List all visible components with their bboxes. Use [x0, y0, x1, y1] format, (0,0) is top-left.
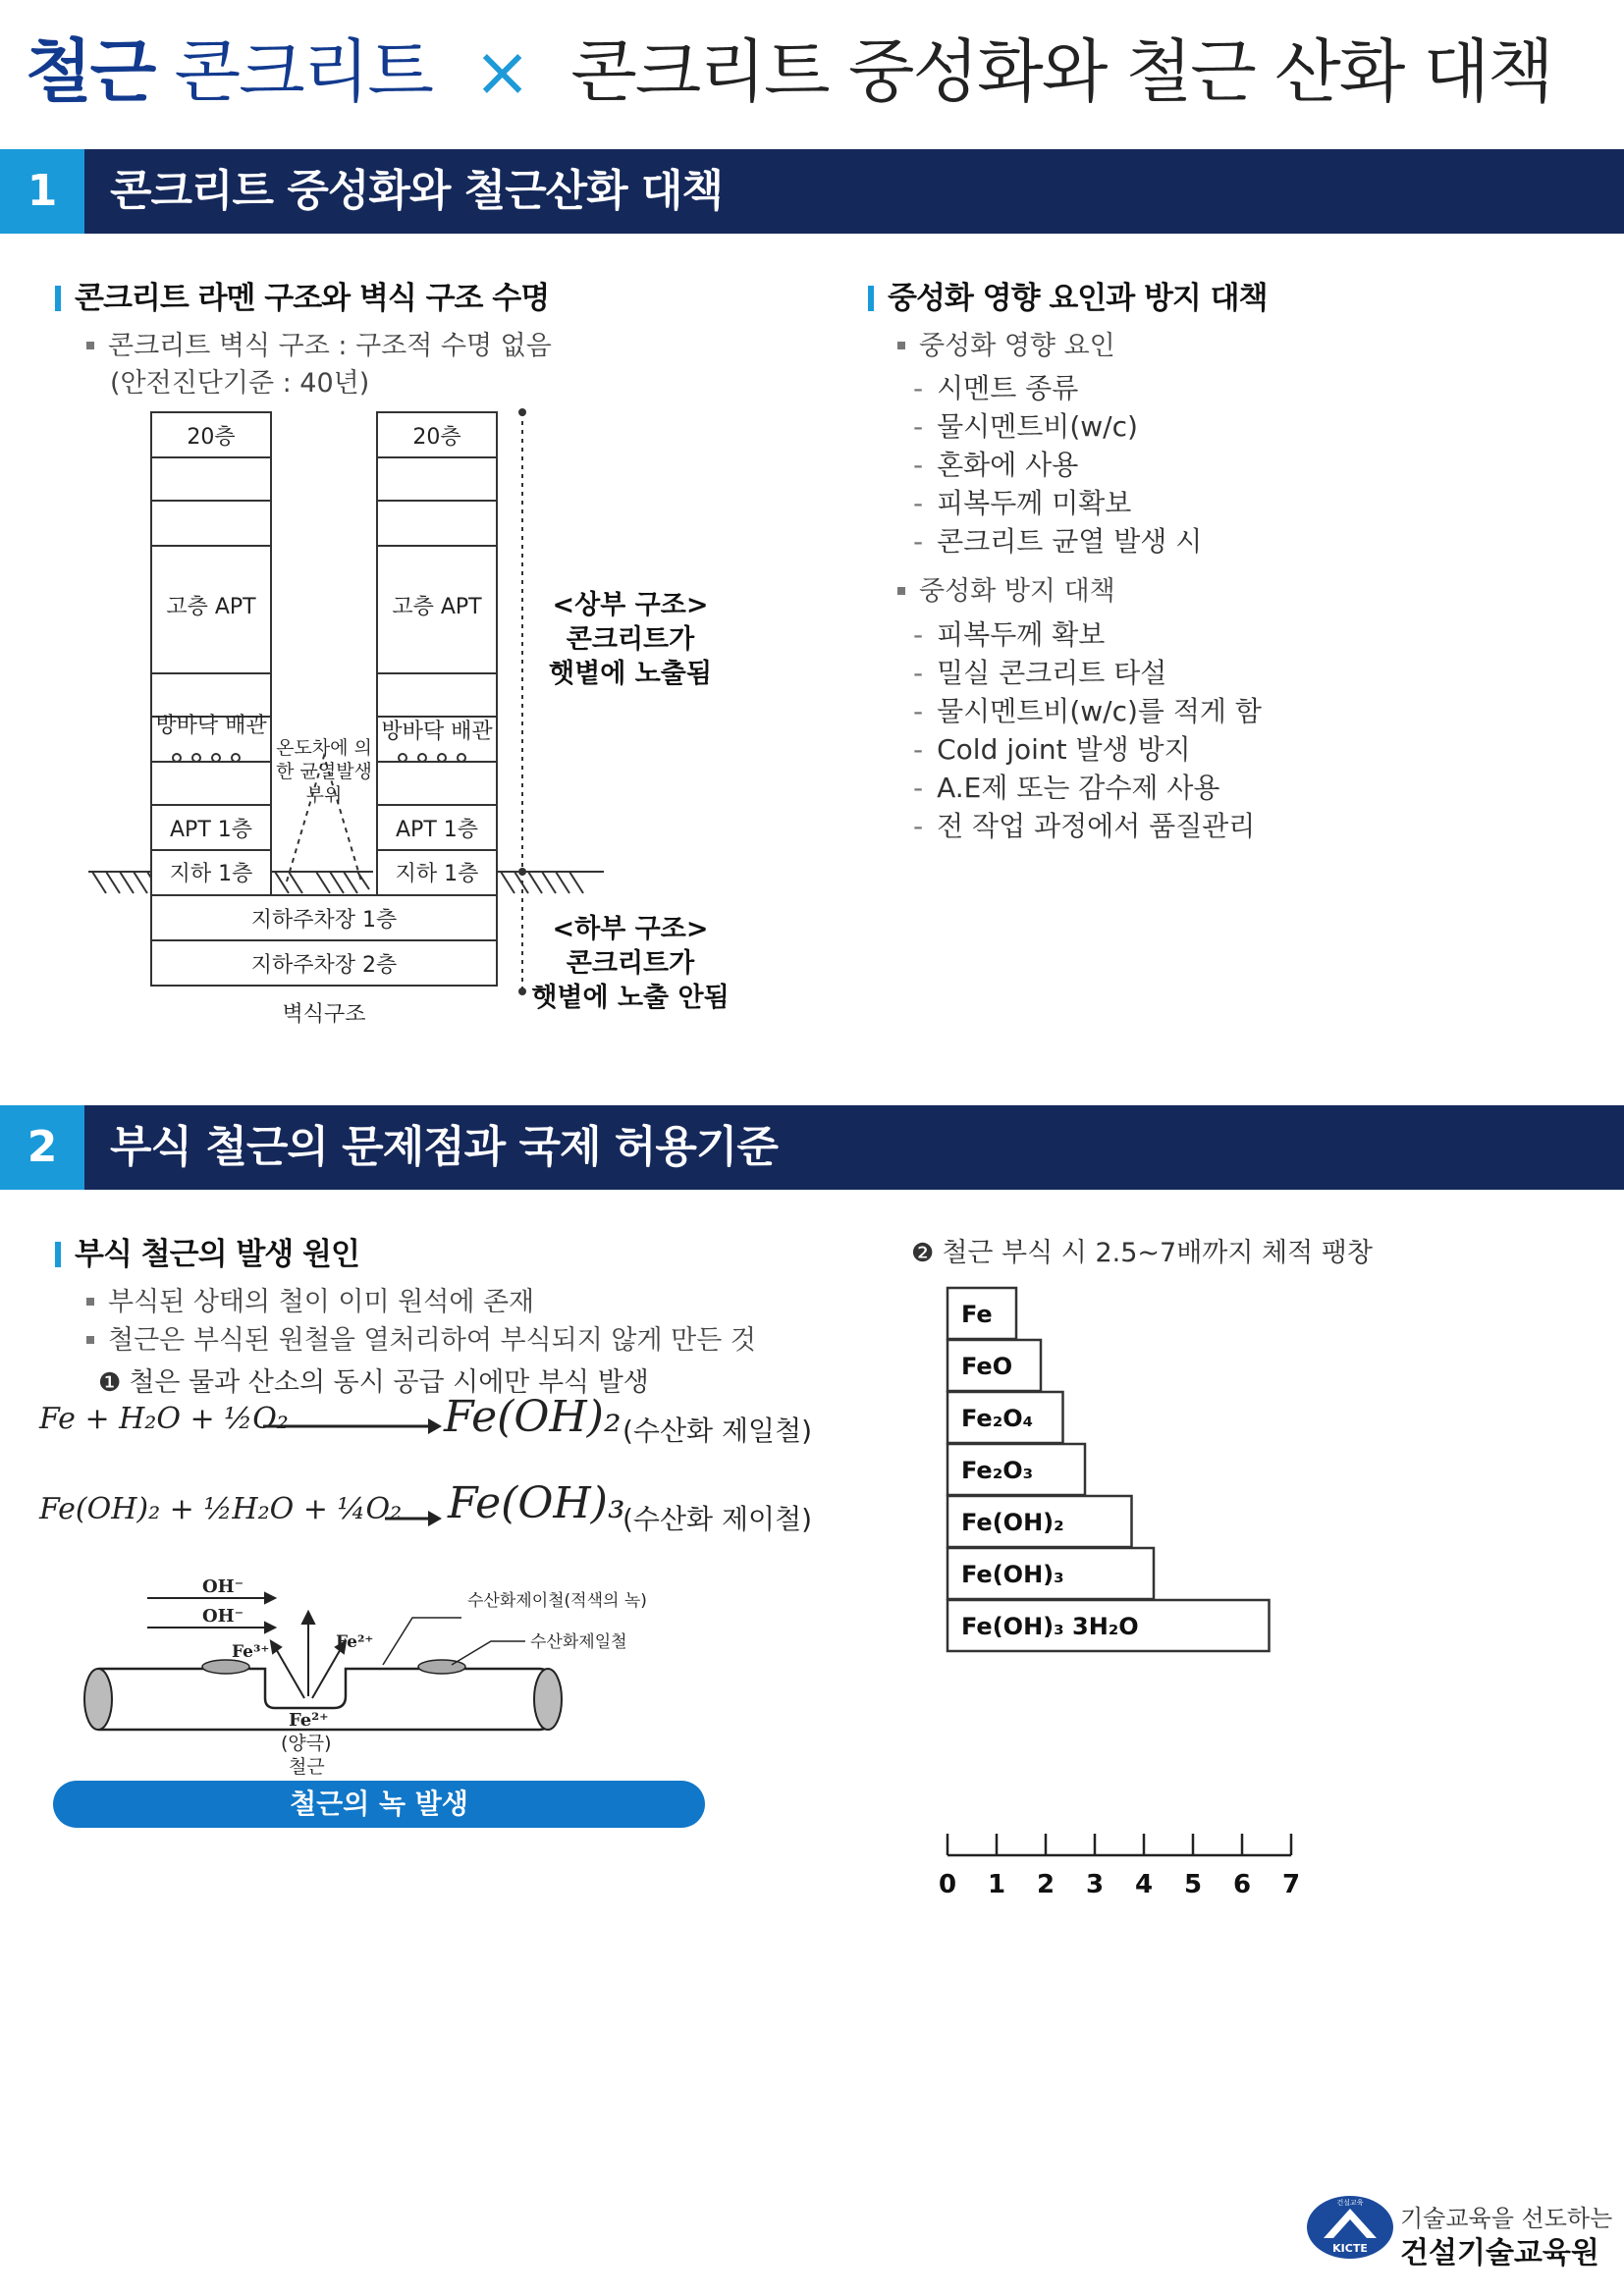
circle-one-icon: ❶	[98, 1368, 122, 1398]
footer-org: 건설기술교육원	[1400, 2236, 1599, 2270]
equation-2-lhs: Fe(OH)₂ + ½H₂O + ¼O₂	[39, 1492, 403, 1526]
volume-expansion-chart	[923, 1276, 1512, 1944]
measure-text: 물시멘트비(w/c)를 적게 함	[937, 695, 1262, 727]
measure-item: - 밀실 콘크리트 타설	[913, 657, 1167, 689]
section-2-number: 2	[0, 1105, 84, 1190]
height-marker-bottom	[518, 988, 526, 995]
factor-item: - 피복두께 미확보	[913, 487, 1132, 519]
arrow-right-icon	[385, 1504, 442, 1533]
section-1-left-heading	[55, 273, 549, 317]
logo-text: KICTE	[1332, 2242, 1368, 2255]
label-20f-right: 20층	[412, 425, 461, 450]
measure-title	[897, 569, 1115, 608]
upper-label-3: 햇볕에 노출됨	[549, 659, 712, 689]
upper-label-1: <상부 구조>	[552, 590, 709, 620]
bullet-item	[86, 324, 552, 362]
rebar-label: 철근	[289, 1756, 325, 1777]
chart-caption	[911, 1231, 1373, 1269]
ion-arrows	[271, 1612, 346, 1708]
factor-text: 물시멘트비(w/c)	[937, 410, 1138, 443]
label-pipe-right: 방바닥 배관	[381, 720, 493, 744]
factor-title-text: 중성화 영향 요인	[919, 331, 1115, 361]
lower-label-1: <하부 구조>	[552, 914, 709, 944]
section-2-title: 부식 철근의 문제점과 국제 허용기준	[110, 1122, 778, 1172]
rust-patch-left	[202, 1660, 249, 1674]
height-marker-top	[518, 408, 526, 416]
measure-title-text: 중성화 방지 대책	[919, 576, 1115, 607]
chart-x-tick-label: 5	[1183, 1870, 1203, 1899]
factor-text: 시멘트 종류	[937, 372, 1079, 404]
logo-top-text: 건설교육	[1336, 2199, 1364, 2207]
lower-label-2: 콘크리트가	[566, 948, 695, 979]
measure-text: 전 작업 과정에서 품질관리	[937, 810, 1256, 842]
equation-2-rhs: Fe(OH)₃	[448, 1478, 625, 1528]
circ-note-text: 철은 물과 산소의 동시 공급 시에만 부식 발생	[129, 1367, 649, 1398]
lower-label-3: 햇볕에 노출 안됨	[531, 983, 730, 1013]
section-2-left-heading	[55, 1229, 359, 1273]
chart-bar-label: Fe(OH)₃ 3H₂O	[961, 1613, 1139, 1640]
chart-x-tick-label: 4	[1134, 1870, 1154, 1899]
oh-label-1: OH⁻	[202, 1576, 244, 1597]
section-1-number: 1	[0, 149, 84, 234]
footer-slogan: 기술교육을 선도하는	[1400, 2205, 1613, 2232]
title-subtitle: 콘크리트 중성화와 철근 산화 대책	[570, 31, 1552, 112]
chart-bar-label: Fe	[961, 1301, 993, 1328]
label-apt-right: 고층 APT	[392, 595, 482, 619]
bullet-item	[86, 1280, 534, 1318]
label-apt1-right: APT 1층	[396, 818, 478, 842]
diagram-caption: 벽식구조	[282, 1002, 366, 1027]
fe3-label: Fe³⁺	[232, 1642, 270, 1662]
chart-x-tick-label: 7	[1281, 1870, 1301, 1899]
label-crack: 온도차에 의한 균열발생 부위	[276, 737, 372, 805]
factor-text: 혼화에 사용	[937, 449, 1079, 481]
rust-occurrence-banner: 철근의 녹 발생	[53, 1781, 705, 1828]
chart-caption-text: 철근 부식 시 2.5~7배까지 체적 팽창	[942, 1238, 1373, 1268]
title-bold: 철근	[26, 31, 155, 112]
measure-item: - Cold joint 발생 방지	[913, 733, 1191, 766]
heading-marker	[55, 286, 61, 311]
building-diagram	[79, 402, 766, 1041]
fe-center-label: Fe²⁺	[289, 1710, 329, 1731]
cross-icon: ×	[473, 31, 529, 112]
oh-label-2: OH⁻	[202, 1606, 244, 1627]
square-bullet-icon	[86, 1336, 94, 1344]
square-bullet-icon	[897, 342, 905, 349]
measure-item: - 물시멘트비(w/c)를 적게 함	[913, 695, 1262, 727]
factor-text: 콘크리트 균열 발생 시	[937, 525, 1203, 558]
measure-item: - 전 작업 과정에서 품질관리	[913, 810, 1256, 842]
chart-x-tick-label: 6	[1232, 1870, 1252, 1899]
square-bullet-icon	[897, 587, 905, 595]
bullet-text: 철근은 부식된 원철을 열처리하여 부식되지 않게 만든 것	[108, 1325, 756, 1356]
measure-text: 밀실 콘크리트 타설	[937, 657, 1167, 689]
rebar-end-right	[534, 1669, 562, 1730]
square-bullet-icon	[86, 342, 94, 349]
label-apt-left: 고층 APT	[166, 595, 256, 619]
section-2-header	[0, 1105, 1624, 1190]
page-title	[26, 27, 1552, 116]
equation-1-note: (수산화 제일철)	[623, 1415, 813, 1447]
circle-two-icon: ❷	[911, 1239, 935, 1268]
chart-bar-label: Fe₂O₄	[961, 1405, 1034, 1432]
chart-bar-label: Fe(OH)₃	[961, 1561, 1064, 1588]
measure-text: Cold joint 발생 방지	[937, 733, 1191, 766]
chart-bar-label: Fe(OH)₂	[961, 1509, 1064, 1536]
arrow-right-icon	[263, 1412, 442, 1441]
label-b1-left: 지하 1층	[169, 862, 253, 886]
chart-x-tick-label: 1	[987, 1870, 1006, 1899]
measure-text: 피복두께 확보	[937, 618, 1106, 651]
rebar-corrosion-diagram	[79, 1571, 707, 1777]
section-1-right-heading	[868, 273, 1268, 317]
factor-item: - 물시멘트비(w/c)	[913, 410, 1138, 443]
label-apt1-left: APT 1층	[170, 818, 252, 842]
bullet-sub: (안전진단기준 : 40년)	[110, 368, 370, 399]
measure-item: - 피복두께 확보	[913, 618, 1106, 651]
factor-item: - 시멘트 종류	[913, 372, 1079, 404]
equation-1-lhs: Fe + H₂O + ½O₂	[39, 1402, 289, 1436]
equation-2-note: (수산화 제이철)	[623, 1503, 813, 1535]
rust-patch-right	[418, 1660, 465, 1674]
factor-title	[897, 324, 1115, 362]
factor-item: - 혼화에 사용	[913, 449, 1079, 481]
heading-marker	[868, 286, 874, 311]
chart-x-tick-label: 2	[1036, 1870, 1056, 1899]
measure-item: - A.E제 또는 감수제 사용	[913, 772, 1220, 804]
label-20f-left: 20층	[187, 425, 236, 450]
label-pipe-left: 방바닥 배관	[155, 714, 267, 738]
bullet-text: 콘크리트 벽식 구조 : 구조적 수명 없음	[108, 331, 552, 361]
heading-text: 중성화 영향 요인과 방지 대책	[888, 281, 1268, 316]
label-b1-right: 지하 1층	[395, 862, 479, 886]
ferrous-label: 수산화제일철	[530, 1632, 627, 1652]
square-bullet-icon	[86, 1298, 94, 1306]
rebar-end-left	[84, 1669, 112, 1730]
anode-label: (양극)	[281, 1733, 332, 1754]
bullet-text: 부식된 상태의 철이 이미 원석에 존재	[108, 1287, 535, 1317]
rebar-body	[98, 1669, 560, 1730]
equation-1-rhs: Fe(OH)₂	[444, 1392, 622, 1442]
chart-bar-label: Fe₂O₃	[961, 1457, 1034, 1484]
heading-text: 콘크리트 라멘 구조와 벽식 구조 수명	[75, 281, 550, 316]
height-marker-ground	[518, 868, 526, 876]
factor-text: 피복두께 미확보	[937, 487, 1132, 519]
section-1-header	[0, 149, 1624, 234]
bullet-item	[86, 1318, 756, 1357]
heading-marker	[55, 1242, 61, 1267]
chart-x-tick-label: 3	[1085, 1870, 1105, 1899]
title-concrete: 콘크리트	[174, 31, 432, 112]
factor-item: - 콘크리트 균열 발생 시	[913, 525, 1203, 558]
label-parking-2: 지하주차장 2층	[250, 953, 398, 978]
heading-text: 부식 철근의 발생 원인	[75, 1237, 359, 1272]
kicte-logo	[1306, 2195, 1394, 2260]
chart-x-tick-label: 0	[938, 1870, 957, 1899]
red-rust-label: 수산화제이철(적색의 녹)	[467, 1591, 647, 1611]
chart-bar-label: FeO	[961, 1353, 1013, 1380]
upper-label-2: 콘크리트가	[566, 624, 695, 655]
fe2-label: Fe²⁺	[336, 1632, 374, 1652]
leader-lines	[383, 1618, 525, 1665]
section-1-title: 콘크리트 중성화와 철근산화 대책	[110, 166, 724, 216]
measure-text: A.E제 또는 감수제 사용	[937, 772, 1220, 804]
label-parking-1: 지하주차장 1층	[250, 908, 398, 933]
